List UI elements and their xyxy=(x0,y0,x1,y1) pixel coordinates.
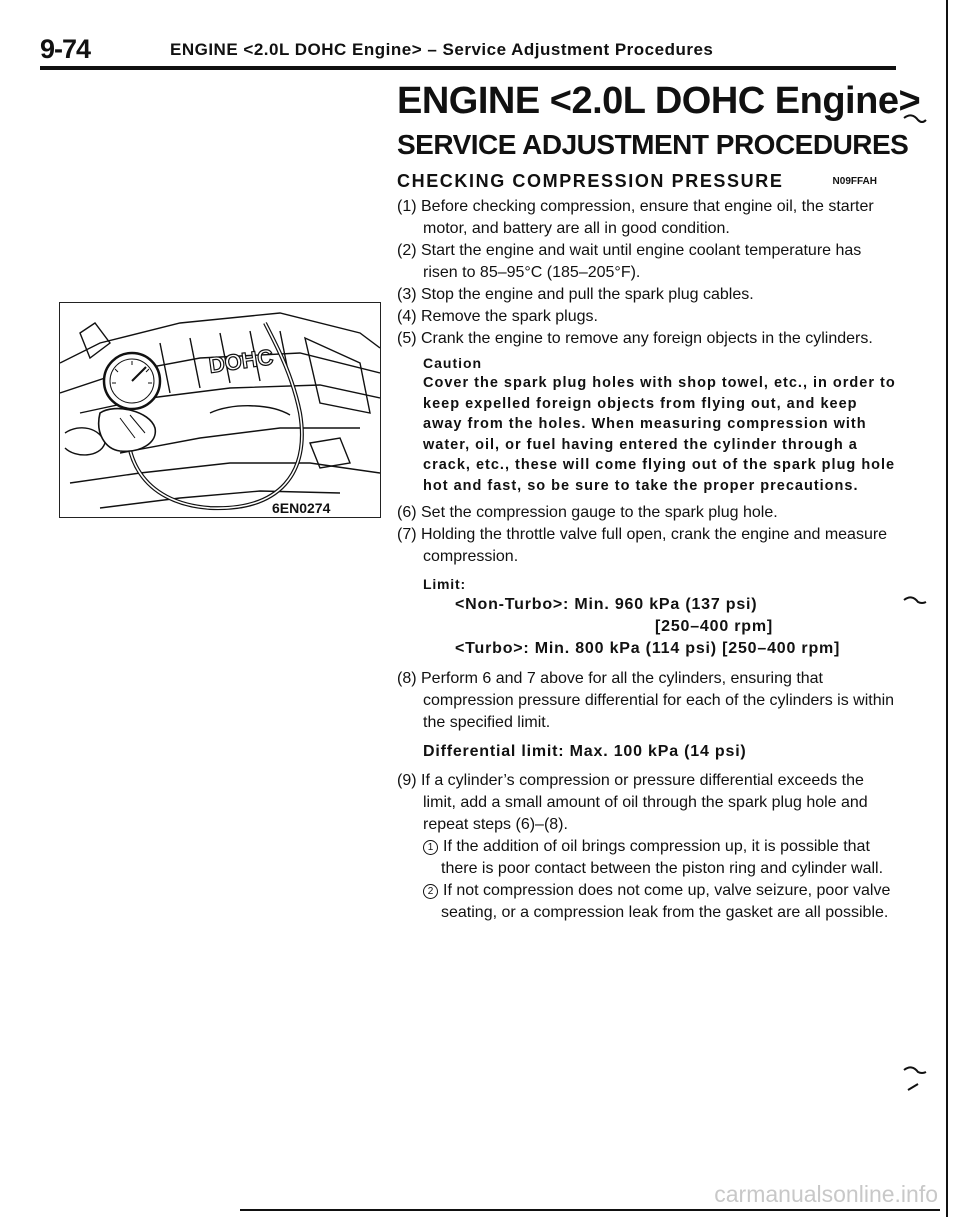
page-header xyxy=(40,32,896,70)
limit-non-turbo-rpm: [250–400 rpm] xyxy=(655,618,774,635)
page-number: 9-74 xyxy=(40,34,91,64)
note-text: If not compression does not come up, valve seizure, poor valve seating, or a compression leak from the gasket are all possible. xyxy=(441,882,891,921)
header-title: ENGINE <2.0L DOHC Engine> – Service Adjustment Procedures xyxy=(170,40,714,59)
steps-6-7 xyxy=(397,502,897,568)
margin-mark-icon xyxy=(900,110,930,130)
main-subtitle: SERVICE ADJUSTMENT PROCEDURES xyxy=(397,129,909,160)
footer-rule xyxy=(240,1209,940,1211)
margin-mark-icon xyxy=(900,1060,930,1094)
page-content xyxy=(397,76,921,924)
step-9: (9) If a cylinder’s compression or pressure differential exceeds the limit, add a small amount of oil through the spark plug hole and repeat steps (6)–(8). xyxy=(397,772,868,833)
limit-label: Limit: xyxy=(423,576,466,592)
step-6: (6) Set the compression gauge to the spark plug hole. xyxy=(397,504,778,521)
footer-watermark: carmanualsonline.info xyxy=(714,1181,938,1207)
step-4: (4) Remove the spark plugs. xyxy=(397,308,598,325)
step-2: (2) Start the engine and wait until engine coolant temperature has risen to 85–95°C (185–205°F). xyxy=(397,242,862,281)
margin-rule xyxy=(946,0,948,1217)
caution-label: Caution xyxy=(423,355,483,371)
compression-gauge-icon xyxy=(104,353,160,409)
section-code: N09FFAH xyxy=(832,176,877,187)
step-1: (1) Before checking compression, ensure that engine oil, the starter motor, and battery are all in good condition. xyxy=(397,198,874,237)
circled-number-icon: 2 xyxy=(423,884,438,899)
note-1 xyxy=(397,836,897,880)
limit-non-turbo: <Non-Turbo>: Min. 960 kPa (137 psi) xyxy=(455,596,758,613)
section-title: CHECKING COMPRESSION PRESSURE xyxy=(397,171,784,191)
dohc-logo xyxy=(207,344,275,378)
step-5: (5) Crank the engine to remove any foreign objects in the cylinders. xyxy=(397,330,873,347)
caution-text: Cover the spark plug holes with shop towel, etc., in order to keep expelled foreign objects from flying out, and keep away from the holes. When measuring compression with water, oil, or fuel having entered the cylinder through a crack, etc., these will come flying out of the spark plug hole hot and fast, so be sure to take the proper precautions. xyxy=(423,375,896,494)
note-2 xyxy=(397,880,897,924)
step-7: (7) Holding the throttle valve full open, crank the engine and measure compression. xyxy=(397,526,888,565)
limit-turbo: <Turbo>: Min. 800 kPa (114 psi) [250–400 rpm] xyxy=(455,640,841,657)
step-8: (8) Perform 6 and 7 above for all the cylinders, ensuring that compression pressure differential for each of the cylinders is within the specified limit. xyxy=(397,670,895,731)
engine-compression-figure xyxy=(59,302,381,518)
note-text: If the addition of oil brings compression up, it is possible that there is poor contact between the piston ring and cylinder wall. xyxy=(441,838,884,877)
section-heading xyxy=(397,166,897,196)
differential-limit: Differential limit: Max. 100 kPa (14 psi) xyxy=(423,743,747,760)
main-title: ENGINE <2.0L DOHC Engine> xyxy=(397,80,921,122)
step-3: (3) Stop the engine and pull the spark plug cables. xyxy=(397,286,754,303)
svg-text:DOHC: DOHC xyxy=(207,344,275,378)
engine-illustration xyxy=(60,303,380,517)
margin-mark-icon xyxy=(900,590,930,610)
caution-block xyxy=(397,354,897,496)
circled-number-icon: 1 xyxy=(423,840,438,855)
limit-block xyxy=(397,574,897,660)
figure-label: 6EN0274 xyxy=(272,500,331,516)
